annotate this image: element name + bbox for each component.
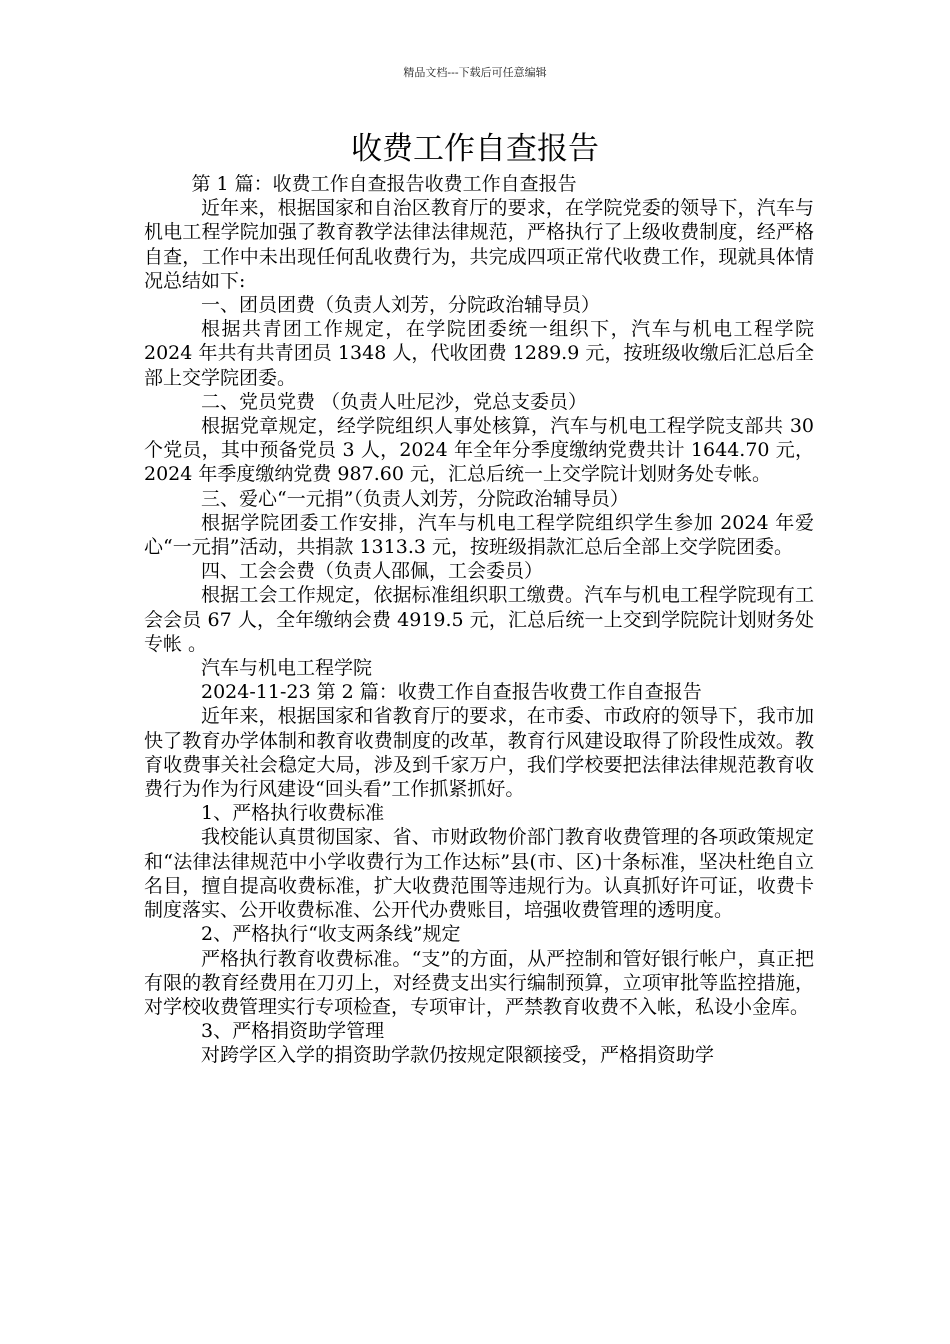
document-title: 收费工作自查报告 bbox=[351, 131, 599, 167]
section-heading: 3、严格捐资助学管理 bbox=[201, 1020, 385, 1043]
section-heading: 三、爱心“一元捐”（负责人刘芳，分院政治辅导员） bbox=[201, 487, 629, 510]
section-heading: 2、严格执行“收支两条线”规定 bbox=[201, 923, 461, 946]
date-and-part-2-heading: 2024-11-23 第 2 篇：收费工作自查报告收费工作自查报告 bbox=[201, 681, 702, 704]
body-paragraph: 我校能认真贯彻国家、省、市财政物价部门教育收费管理的各项政策规定和“法律法律规范中小学收费行为工作达标”县(市、区)十条标准，坚决杜绝自立名目，擅自提高收费标准，扩大收费范围等违规行为。认真抓好许可证，收费卡制度落实、公开收费标准、公开代办费账目，培强收费管理的透明度。 bbox=[144, 826, 814, 922]
body-paragraph: 严格执行教育收费标准。“支”的方面，从严控制和管好银行帐户，真正把有限的教育经费用在刀刃上，对经费支出实行编制预算，立项审批等监控措施，对学校收费管理实行专项检查，专项审计，严禁教育收费不入帐，私设小金库。 bbox=[144, 947, 814, 1018]
body-paragraph: 近年来，根据国家和省教育厅的要求，在市委、市政府的领导下，我市加快了教育办学体制和教育收费制度的改革，教育行风建设取得了阶段性成效。教育收费事关社会稳定大局，涉及到千家万户，我们学校要把法律法律规范教育收费行为作为行风建设“回头看”工作抓紧抓好。 bbox=[144, 705, 814, 801]
section-heading-part-1: 第 1 篇：收费工作自查报告收费工作自查报告 bbox=[191, 173, 577, 195]
signature-line: 汽车与机电工程学院 bbox=[201, 657, 373, 680]
section-heading: 1、严格执行收费标准 bbox=[201, 802, 385, 825]
body-paragraph: 对跨学区入学的捐资助学款仍按规定限额接受，严格捐资助学 bbox=[201, 1044, 715, 1067]
section-heading: 四、工会会费（负责人邵佩，工会委员） bbox=[201, 560, 544, 583]
body-paragraph: 近年来，根据国家和自治区教育厅的要求，在学院党委的领导下，汽车与机电工程学院加强了教育教学法律法律规范，严格执行了上级收费制度，经严格自查，工作中未出现任何乱收费行为，共完成四项正常代收费工作，现就具体情况总结如下: bbox=[144, 197, 814, 292]
body-paragraph: 根据共青团工作规定，在学院团委统一组织下，汽车与机电工程学院 2024 年共有共青团员 1348 人，代收团费 1289.9 元，按班级收缴后汇总后全部上交学院团委。 bbox=[144, 318, 814, 389]
body-paragraph: 根据工会工作规定，依据标准组织职工缴费。汽车与机电工程学院现有工会会员 67 人，全年缴纳会费 4919.5 元，汇总后统一上交到学院院计划财务处专帐 。 bbox=[144, 584, 814, 655]
section-heading: 一、团员团费（负责人刘芳，分院政治辅导员） bbox=[201, 294, 601, 317]
body-paragraph: 根据学院团委工作安排，汽车与机电工程学院组织学生参加 2024 年爱心“一元捐”活动，共捐款 1313.3 元，按班级捐款汇总后全部上交学院团委。 bbox=[144, 511, 814, 559]
header-note: 精品文档---下载后可任意编辑 bbox=[403, 66, 547, 79]
document-body bbox=[144, 172, 814, 1068]
section-heading: 二、党员党费 （负责人吐尼沙，党总支委员） bbox=[201, 390, 588, 413]
body-paragraph: 根据党章规定，经学院组织人事处核算，汽车与机电工程学院支部共 30 个党员，其中预备党员 3 人，2024 年全年分季度缴纳党费共计 1644.70 元， 2024 年季度缴纳党费 987.60 元，汇总后统一上交学院计划财务处专帐。 bbox=[144, 415, 814, 486]
